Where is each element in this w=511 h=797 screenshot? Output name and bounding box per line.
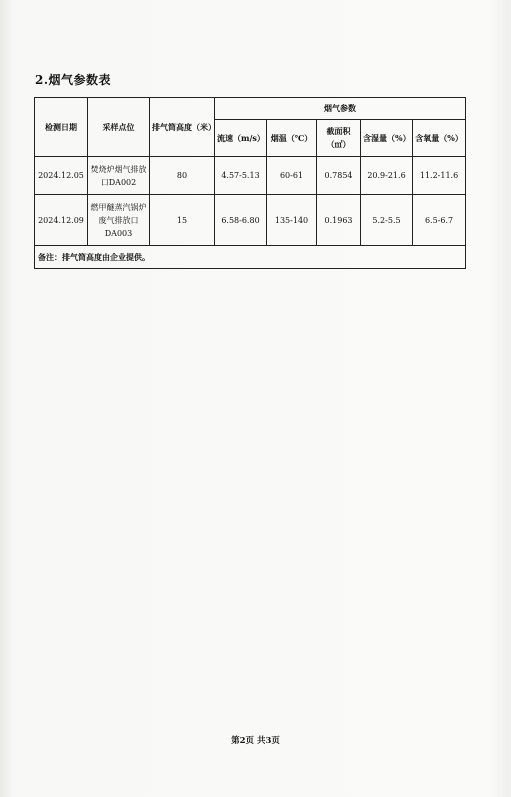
header-sampling-point: 采样点位 [88, 98, 150, 157]
page-number: 第2页 共3页 [231, 736, 280, 746]
cell-cross-section-area: 0.7854 [317, 157, 361, 195]
cell-flow-rate: 4.57-5.13 [215, 157, 267, 195]
header-flow-rate: 流速（m/s） [215, 120, 267, 157]
header-oxygen-content: 含氧量（%） [413, 120, 466, 157]
cell-oxygen-content: 11.2-11.6 [413, 157, 466, 195]
table-row [35, 157, 466, 195]
cell-temperature: 60-61 [267, 157, 317, 195]
header-flue-gas-parameters: 烟气参数 [215, 98, 466, 120]
header-moisture-content: 含湿量（%） [361, 120, 413, 157]
header-date: 检测日期 [35, 98, 88, 157]
header-stack-height: 排气筒高度（米） [150, 98, 215, 157]
flue-gas-parameter-table [34, 97, 466, 269]
cell-moisture-content: 20.9-21.6 [361, 157, 413, 195]
cell-moisture-content: 5.2-5.5 [361, 195, 413, 246]
cell-stack-height: 15 [150, 195, 215, 246]
cell-oxygen-content: 6.5-6.7 [413, 195, 466, 246]
cell-date: 2024.12.05 [35, 157, 88, 195]
cell-date: 2024.12.09 [35, 195, 88, 246]
cell-stack-height: 80 [150, 157, 215, 195]
table-row [35, 195, 466, 246]
cell-temperature: 135-140 [267, 195, 317, 246]
section-title: 2.烟气参数表 [35, 73, 112, 87]
cell-sampling-point: 焚烧炉烟气排放口DA002 [88, 157, 150, 195]
table-note: 备注：排气筒高度由企业提供。 [35, 246, 466, 269]
cell-flow-rate: 6.58-6.80 [215, 195, 267, 246]
cell-sampling-point: 燃甲醚蒸汽锅炉废气排放口DA003 [88, 195, 150, 246]
cell-cross-section-area: 0.1963 [317, 195, 361, 246]
header-temperature: 烟温（℃） [267, 120, 317, 157]
header-cross-section-area: 截面积（㎡） [317, 120, 361, 157]
